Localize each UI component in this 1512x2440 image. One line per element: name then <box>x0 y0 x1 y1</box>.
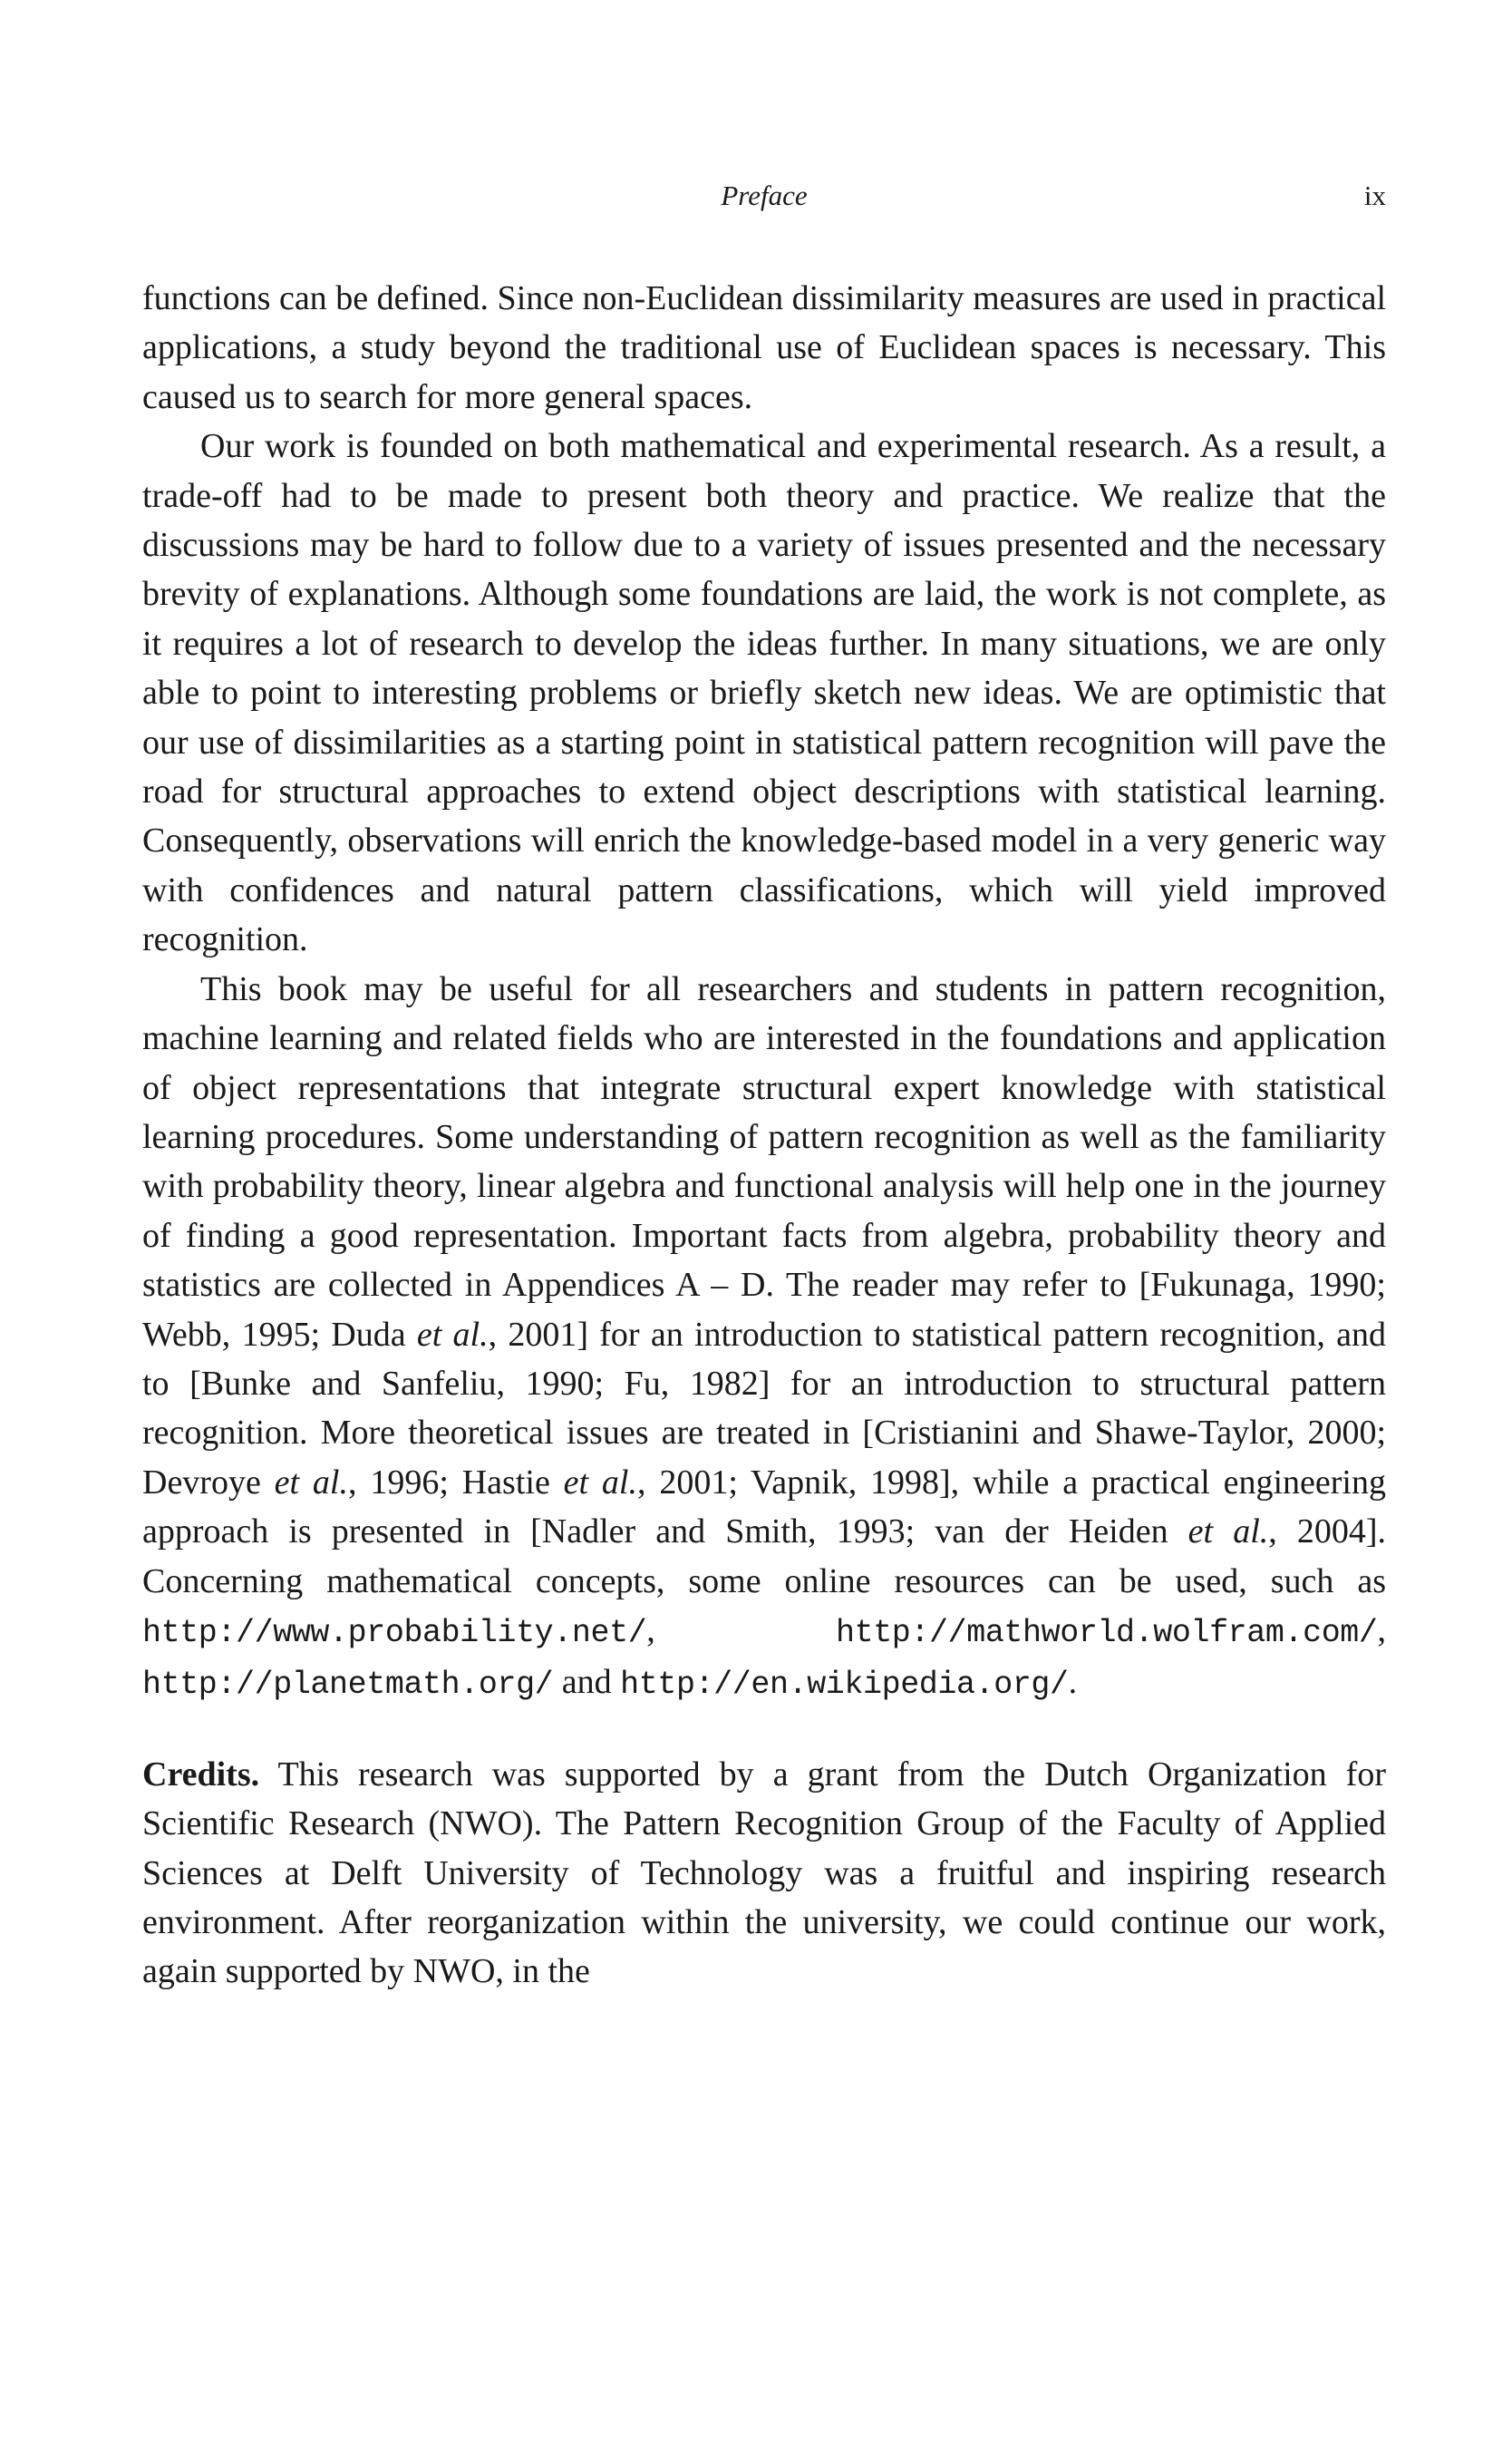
url-separator-3: and <box>553 1663 621 1702</box>
paragraph-3-text-1: This book may be useful for all researchers and students in pattern recognition, machine learning and related fields who are interested in the foundations and application of object representations that integrate structural expert knowledge with statistical learning procedures. Some understanding of pattern recognition as well as the familiarity with probability theory, linear algebra and functional analysis will help one in the journey of finding a good representation. Important facts from algebra, probability theory and statistics are collected in Appendices A – D. The reader may refer to [Fukunaga, 1990; Webb, 1995; Duda <box>142 969 1386 1354</box>
body-text <box>142 274 1386 1997</box>
paragraph-3-text-3: , 1996; Hastie <box>348 1463 564 1502</box>
url-separator-1: , <box>646 1610 836 1649</box>
page-number: ix <box>1363 180 1386 211</box>
paragraph-3-text-2: , 2001] for an introduction to statistical pattern recognition, and to [Bunke and Sanfeliu, 1990; Fu, 1982] for an introduction to structural pattern recognition. More theoretical issues are treated in [Cristianini and Shawe-Taylor, 2000; Devroye <box>142 1315 1387 1502</box>
url-wikipedia[interactable]: http://en.wikipedia.org/ <box>620 1667 1069 1704</box>
paragraph-3-end: . <box>1068 1663 1078 1702</box>
credits-text: This research was supported by a grant from the Dutch Organization for Scientific Research (NWO). The Pattern Recognition Group of the Faculty of Applied Sciences at Delft University of Technology was a fruitful and inspiring research environment. After reorganization within the university, we could continue our work, again supported by NWO, in the <box>142 1755 1386 1991</box>
paragraph-3-text-5: , 2004]. Concerning mathematical concepts, some online resources can be used, such as <box>142 1512 1386 1600</box>
et-al-3: et al. <box>563 1463 637 1502</box>
credits-paragraph <box>142 1750 1386 1997</box>
paragraph-3 <box>142 965 1386 1710</box>
url-probability-net[interactable]: http://www.probability.net/ <box>142 1614 647 1651</box>
paragraph-3-text-4: , 2001; Vapnik, 1998], while a practical engineering approach is presented in [Nadler and Smith, 1993; van der Heiden <box>142 1463 1386 1551</box>
url-mathworld[interactable]: http://mathworld.wolfram.com/ <box>836 1614 1378 1651</box>
book-page <box>142 172 1386 1997</box>
url-planetmath[interactable]: http://planetmath.org/ <box>142 1667 554 1704</box>
credits-heading: Credits. <box>142 1755 260 1794</box>
et-al-4: et al. <box>1187 1512 1269 1551</box>
running-header <box>142 172 1386 227</box>
et-al-1: et al. <box>416 1315 489 1354</box>
running-title: Preface <box>721 180 808 211</box>
paragraph-2: Our work is founded on both mathematical and experimental research. As a result, a trade-off had to be made to present both theory and practice. We realize that the discussions may be hard to follow due to a variety of issues presented and the necessary brevity of explanations. Although some foundations are laid, the work is not complete, as it requires a lot of research to develop the ideas further. In many situations, we are only able to point to interesting problems or briefly sketch new ideas. We are optimistic that our use of dissimilarities as a starting point in statistical pattern recognition will pave the road for structural approaches to extend object descriptions with statistical learning. Consequently, observations will enrich the knowledge-based model in a very generic way with confidences and natural pattern classifications, which will yield improved recognition. <box>142 427 1386 959</box>
paragraph-1: functions can be defined. Since non-Euclidean dissimilarity measures are used in practical applications, a study beyond the traditional use of Euclidean spaces is necessary. This caused us to search for more general spaces. <box>142 279 1386 416</box>
et-al-2: et al. <box>274 1463 348 1502</box>
url-separator-2: , <box>1377 1610 1386 1649</box>
